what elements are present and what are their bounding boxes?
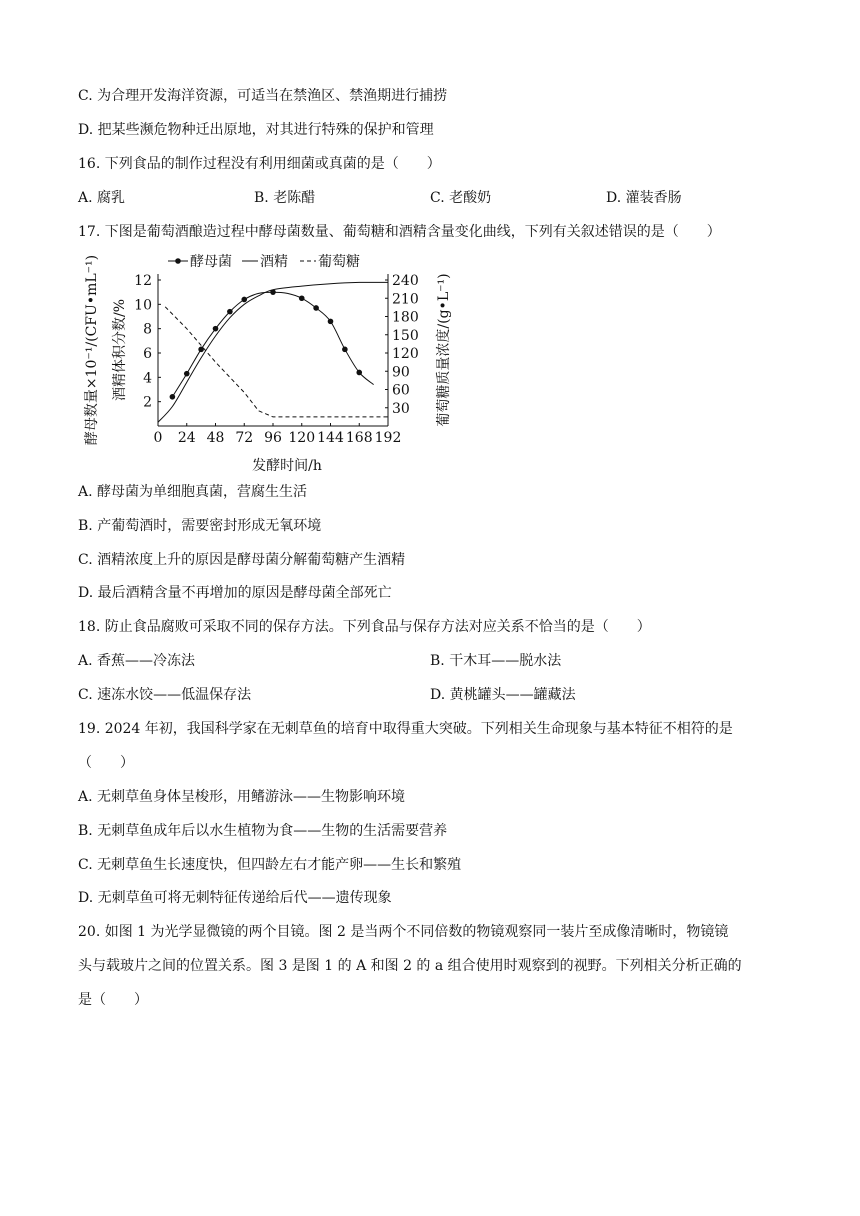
q19-option-a: A. 无刺草鱼身体呈梭形，用鳍游泳——生物影响环境	[78, 789, 406, 805]
q18-option-c: C. 速冻水饺——低温保存法	[78, 687, 252, 703]
q20-stem-line1: 20. 如图 1 为光学显微镜的两个目镜。图 2 是当两个不同倍数的物镜观察同一装片至成像清晰时，物镜镜	[78, 924, 729, 940]
q17-option-b: B. 产葡萄酒时，需要密封形成无氧环境	[78, 518, 322, 534]
q18-stem: 18. 防止食品腐败可采取不同的保存方法。下列食品与保存方法对应关系不恰当的是（ ）	[78, 619, 651, 635]
y-right-tick-label: 120	[392, 346, 419, 362]
y-left-tick-label: 6	[143, 346, 152, 362]
x-tick-label: 48	[206, 430, 225, 446]
q17-option-c: C. 酒精浓度上升的原因是酵母菌分解葡萄糖产生酒精	[78, 552, 406, 568]
legend-glucose: 葡萄糖	[318, 254, 360, 270]
yeast-point	[299, 295, 305, 301]
y-right-tick-label: 30	[392, 400, 410, 417]
q16-option-d: D. 灌装香肠	[606, 190, 682, 206]
q16-option-c: C. 老酸奶	[430, 190, 492, 206]
q18-option-b: B. 干木耳——脱水法	[430, 653, 562, 669]
x-tick-label: 24	[177, 430, 196, 446]
yeast-point	[184, 371, 190, 377]
chart-axes	[134, 273, 419, 446]
q15-option-d: D. 把某些濒危物种迁出原地，对其进行特殊的保护和管理	[78, 122, 434, 138]
y-left-tick-label: 4	[143, 370, 152, 387]
legend-yeast: 酵母菌	[190, 254, 232, 270]
x-tick-label: 192	[374, 430, 402, 446]
y-left-tick-label: 8	[143, 321, 152, 338]
yeast-point	[342, 347, 348, 353]
y-right-tick-label: 60	[392, 382, 410, 399]
yeast-point	[213, 326, 219, 332]
y-axis-title-right: 葡萄糖质量浓度/(g•L⁻¹)	[436, 273, 452, 427]
y-right-tick-label: 180	[392, 309, 419, 326]
y-left-tick-label: 10	[134, 297, 152, 314]
chart-legend	[168, 253, 360, 270]
q19-stem-line1: 19. 2024 年初，我国科学家在无刺草鱼的培育中取得重大突破。下列相关生命现象与基本特征不相符的是	[78, 721, 733, 737]
legend-alcohol: 酒精	[260, 254, 288, 270]
y-right-tick-label: 210	[392, 291, 419, 308]
y-right-tick-label: 90	[392, 364, 410, 381]
yeast-point	[227, 309, 233, 315]
x-tick-label: 0	[153, 430, 163, 446]
q15-option-c: C. 为合理开发海洋资源，可适当在禁渔区、禁渔期进行捕捞	[78, 88, 448, 104]
q17-option-a: A. 酵母菌为单细胞真菌，营腐生生活	[78, 484, 308, 500]
q20-stem-line2: 头与载玻片之间的位置关系。图 3 是图 1 的 A 和图 2 的 a 组合使用时观察到的视野。下列相关分析正确的	[78, 958, 742, 974]
yeast-point	[241, 297, 247, 303]
y-right-tick-label: 240	[392, 273, 419, 289]
chart-series	[158, 282, 388, 422]
q16-option-a: A. 腐乳	[78, 190, 126, 206]
yeast-point	[328, 319, 334, 325]
yeast-point	[198, 347, 204, 353]
q17-stem: 17. 下图是葡萄酒酿造过程中酵母菌数量、葡萄糖和酒精含量变化曲线，下列有关叙述错误的是（ ）	[78, 224, 721, 240]
x-tick-label: 96	[264, 430, 282, 446]
alcohol-line	[158, 282, 388, 422]
q19-option-d: D. 无刺草鱼可将无刺特征传递给后代——遗传现象	[78, 890, 392, 906]
q16-option-b: B. 老陈醋	[254, 190, 316, 206]
q16-stem: 16. 下列食品的制作过程没有利用细菌或真菌的是（ ）	[78, 156, 441, 172]
q19-stem-line2: （ ）	[78, 755, 134, 771]
q18-option-d: D. 黄桃罐头——罐藏法	[430, 687, 576, 703]
yeast-point	[356, 370, 362, 376]
fermentation-chart	[82, 252, 452, 474]
y-right-tick-label: 150	[392, 327, 419, 344]
x-tick-label: 72	[235, 430, 254, 446]
y-left-tick-label: 2	[143, 394, 152, 411]
yeast-point	[170, 394, 176, 400]
y-axis-title-left-2: 酒精体积分数/%	[112, 298, 128, 402]
y-left-tick-label: 12	[134, 273, 152, 289]
q19-option-c: C. 无刺草鱼生长速度快，但四龄左右才能产卵——生长和繁殖	[78, 857, 462, 873]
yeast-point	[313, 305, 319, 311]
q20-stem-line3: 是（ ）	[78, 992, 148, 1008]
q18-option-a: A. 香蕉——冷冻法	[78, 653, 196, 669]
x-axis-title: 发酵时间/h	[252, 458, 322, 474]
y-axis-title-left: 酵母数量×10⁻¹/(CFU•mL⁻¹)	[84, 254, 100, 446]
x-tick-label: 144	[317, 430, 344, 446]
yeast-line	[172, 292, 373, 397]
x-tick-label: 120	[288, 430, 316, 446]
q17-option-d: D. 最后酒精含量不再增加的原因是酵母菌全部死亡	[78, 585, 392, 601]
x-tick-label: 168	[345, 430, 373, 446]
q19-option-b: B. 无刺草鱼成年后以水生植物为食——生物的生活需要营养	[78, 823, 448, 839]
